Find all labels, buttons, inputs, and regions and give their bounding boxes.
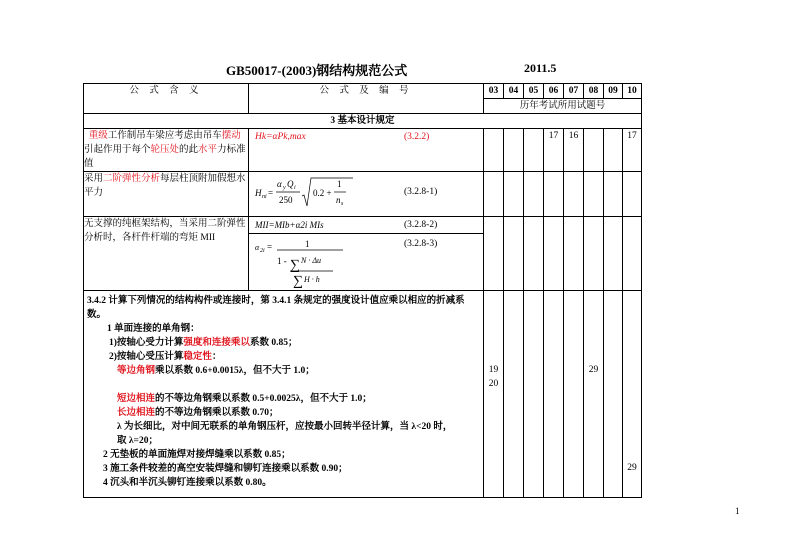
document-title: GB50017-(2003)钢结构规范公式 [226, 63, 408, 78]
formula-mii: MII=MIb+α2i MIs [255, 220, 324, 230]
row1-y10: 17 [623, 129, 642, 172]
document-date: 2011.5 [524, 61, 557, 75]
formula-hn-svg [253, 172, 403, 216]
row4-text [84, 291, 484, 498]
svg-text:=: = [268, 188, 274, 198]
row3-meaning: 无支撑的纯框架结构，当采用二阶弹性分析时，各杆件杆端的弯矩 MII [84, 217, 249, 291]
row4-line: 等边角钢乘以系数 0.6+0.0015λ，但不大于 1.0； [117, 366, 315, 376]
formula-table [83, 83, 642, 498]
table-row [84, 129, 642, 172]
svg-text:∑: ∑ [290, 258, 300, 273]
svg-text:α: α [255, 243, 260, 252]
row1-meaning: 重级工作制吊车梁应考虑由吊车摆动引起作用于每个轮压处的此水平力标准值 [84, 129, 249, 172]
eq-number: (3.2.2) [404, 132, 430, 142]
row4-line: 1 单面连接的单角钢： [107, 324, 200, 334]
svg-text:ni: ni [262, 194, 267, 200]
year-07: 07 [564, 84, 584, 99]
year-03: 03 [484, 84, 504, 99]
row4-line: 2)按轴心受压计算稳定性： [109, 352, 222, 362]
svg-text:1: 1 [305, 239, 310, 249]
row4-line: 1)按轴心受力计算强度和连接乘以系数 0.85； [109, 338, 298, 348]
svg-text:1: 1 [337, 179, 342, 189]
row4-line: λ 为长细比，对中间无联系的单角钢压杆，应按最小回转半径计算，当 λ<20 时， [117, 422, 453, 432]
row4-line: 长边相连的不等边角钢乘以系数 0.70； [117, 408, 279, 418]
section-title: 3 基本设计规定 [84, 114, 642, 129]
year-09: 09 [604, 84, 623, 99]
svg-text:Q: Q [287, 179, 294, 189]
eq-number: (3.2.8-1) [404, 187, 438, 197]
svg-text:H · h: H · h [304, 275, 320, 284]
svg-text:0.2 +: 0.2 + [313, 188, 332, 198]
eq-number: (3.2.8-3) [404, 239, 438, 249]
eq-number: (3.2.8-2) [404, 220, 438, 230]
svg-text:H: H [255, 188, 262, 198]
row4-line: 短边相连的不等边角钢乘以系数 0.5+0.0025λ，但不大于 1.0； [117, 394, 372, 404]
svg-text:250: 250 [279, 195, 293, 205]
svg-text:1 -: 1 - [277, 256, 287, 266]
year-10: 10 [623, 84, 642, 99]
row2-meaning: 采用二阶弹性分析每层柱顶附加假想水平力 [84, 172, 249, 217]
row2-formula [249, 172, 484, 217]
page-number: 1 [735, 506, 740, 516]
year-04: 04 [504, 84, 524, 99]
table-row [84, 291, 642, 498]
formula-alpha2i-svg [253, 234, 403, 290]
row1-y06: 17 [544, 129, 564, 172]
table-row [84, 172, 642, 217]
svg-text:=: = [267, 242, 273, 252]
year-05: 05 [524, 84, 544, 99]
svg-text:n: n [336, 195, 341, 205]
header-row [84, 84, 642, 99]
row4-line: 2 无垫板的单面施焊对接焊缝乘以系数 0.85； [103, 450, 291, 460]
row4-line: 4 沉头和半沉头铆钉连接乘以系数 0.80。 [103, 478, 272, 488]
svg-text:s: s [341, 201, 344, 207]
row3-formula [249, 217, 484, 291]
table-row [84, 217, 642, 291]
svg-text:i: i [294, 185, 296, 191]
row4-y08: 29 [584, 291, 604, 498]
row4-line: 取 λ=20； [117, 436, 158, 446]
row1-y07: 16 [564, 129, 584, 172]
row4-intro: 3.4.2 计算下列情况的结构构件或连接时，第 3.4.1 条规定的强度设计值应乘以相应的折减系数。 [87, 296, 465, 320]
svg-text:α: α [277, 179, 282, 189]
svg-text:∑: ∑ [293, 274, 303, 289]
header-formula: 公 式 及 编 号 [249, 84, 484, 114]
svg-text:2i: 2i [260, 248, 265, 254]
year-06: 06 [544, 84, 564, 99]
year-08: 08 [584, 84, 604, 99]
svg-text:N · Δu: N · Δu [301, 256, 322, 265]
years-note: 历年考试所用试题号 [484, 99, 642, 114]
row1-formula [249, 129, 484, 172]
row4-y10: 29 [623, 291, 642, 498]
svg-text:y: y [283, 185, 286, 191]
formula-hk: Hk=αPk,max [255, 132, 306, 142]
header-meaning: 公 式 含 义 [84, 84, 249, 114]
row4-line: 3 施工条件较差的高空安装焊缝和铆钉连接乘以系数 0.90； [103, 464, 348, 474]
row4-y03: 19 20 [484, 291, 504, 498]
